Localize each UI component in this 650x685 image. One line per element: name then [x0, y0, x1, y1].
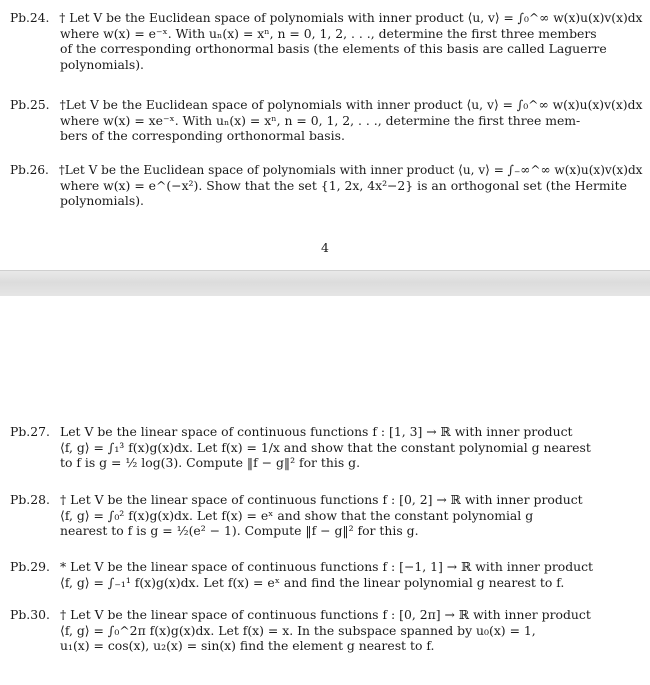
problem-pb27 — [10, 424, 642, 471]
problem-text-line: Let V be the linear space of continuous functions f : [1, 3] → ℝ with inner product — [60, 424, 573, 439]
page-separator — [0, 270, 650, 298]
problem-label: Pb.27. — [10, 424, 50, 439]
problem-text-line: where w(x) = e^(−x²). Show that the set {1, 2x, 4x²−2} is an orthogonal set (the Hermite — [60, 177, 627, 193]
problem-text-line: bers of the corresponding orthonormal basis. — [60, 128, 345, 143]
problem-text-line: ⟨f, g⟩ = ∫₀² f(x)g(x)dx. Let f(x) = eˣ and show that the constant polynomial g — [60, 507, 534, 523]
problem-text-line: ⟨f, g⟩ = ∫₋₁¹ f(x)g(x)dx. Let f(x) = eˣ and find the linear polynomial g nearest to f. — [60, 574, 565, 590]
problem-text-line: u₁(x) = cos(x), u₂(x) = sin(x) find the element g nearest to f. — [60, 638, 435, 653]
problem-pb24 — [10, 10, 642, 72]
problem-pb28 — [10, 492, 642, 539]
problem-pb25 — [10, 97, 642, 144]
problem-text-line: ⟨f, g⟩ = ∫₁³ f(x)g(x)dx. Let f(x) = 1/x and show that the constant polynomial g nearest — [60, 439, 591, 455]
problem-text-line: † Let V be the linear space of continuous functions f : [0, 2π] → ℝ with inner product — [60, 607, 591, 622]
problem-text-line: ⟨f, g⟩ = ∫₀^2π f(x)g(x)dx. Let f(x) = x. In the subspace spanned by u₀(x) = 1, — [60, 622, 536, 638]
problem-text-line: nearest to f is g = ½(e² − 1). Compute ‖f − g‖² for this g. — [60, 523, 419, 538]
problem-pb30 — [10, 607, 642, 654]
problem-label: Pb.29. — [10, 559, 50, 574]
problem-text-line: †Let V be the Euclidean space of polynomials with inner product ⟨u, v⟩ = ∫₀^∞ w(x)u(x)v(x)dx — [59, 97, 643, 112]
problem-text-line: polynomials). — [60, 193, 144, 208]
problem-text-line: † Let V be the Euclidean space of polynomials with inner product ⟨u, v⟩ = ∫₀^∞ w(x)u(x)v(x)dx — [59, 10, 643, 25]
problem-text-line: † Let V be the linear space of continuous functions f : [0, 2] → ℝ with inner product — [60, 492, 583, 507]
problem-text-line: †Let V be the Euclidean space of polynomials with inner product ⟨u, v⟩ = ∫₋∞^∞ w(x)u(x)v(x)dx — [58, 162, 643, 177]
problem-text-line: where w(x) = e⁻ˣ. With uₙ(x) = xⁿ, n = 0, 1, 2, . . ., determine the first three members — [60, 25, 597, 41]
page-top — [0, 0, 650, 270]
problem-label: Pb.30. — [10, 607, 50, 622]
problem-label: Pb.25. — [10, 97, 50, 112]
page-number: 4 — [321, 240, 329, 255]
problem-pb26 — [10, 162, 642, 209]
problem-text-line: of the corresponding orthonormal basis (the elements of this basis are called Laguerre — [60, 41, 607, 56]
problem-text-line: * Let V be the linear space of continuous functions f : [−1, 1] → ℝ with inner product — [60, 559, 594, 574]
problem-label: Pb.28. — [10, 492, 50, 507]
page-bottom — [0, 296, 650, 685]
problem-pb29 — [10, 559, 642, 590]
problem-text-line: polynomials). — [60, 56, 144, 72]
problem-text-line: where w(x) = xe⁻ˣ. With uₙ(x) = xⁿ, n = 0, 1, 2, . . ., determine the first three mem- — [60, 112, 581, 128]
problem-text-line: to f is g = ½ log(3). Compute ‖f − g‖² for this g. — [60, 455, 361, 470]
problem-label: Pb.26. — [10, 162, 49, 177]
problem-label: Pb.24. — [10, 10, 50, 25]
